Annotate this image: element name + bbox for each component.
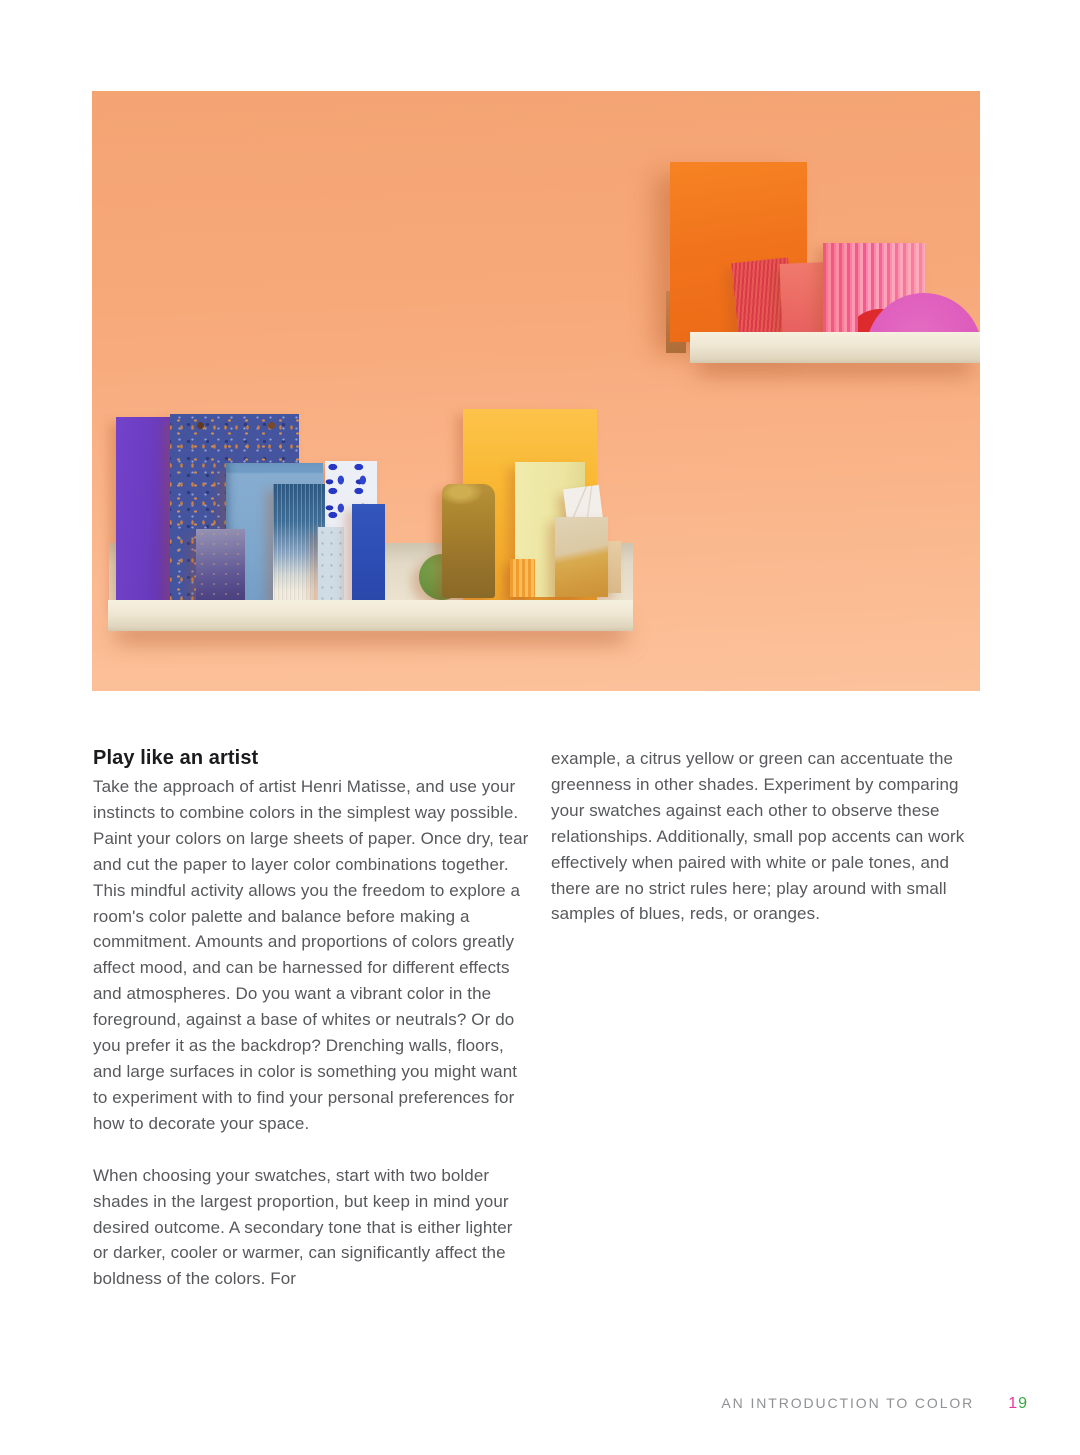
page-number-digit: 1 (1008, 1395, 1019, 1412)
body-paragraph-3: example, a citrus yellow or green can accentuate the greenness in other shades. Experiment by comparing your swatches against each other to observe these relationships. Additionally, small pop accents can work effectively when paired with white or pale tones, and there are no strict rules here; play around with small samples of blues, reds, or oranges. (551, 749, 965, 924)
shelf-left (108, 600, 633, 631)
body-paragraph-2: When choosing your swatches, start with two bolder shades in the largest proportion, but keep in mind your desired outcome. A secondary tone that is either lighter or darker, cooler or warmer, can significantly affect the boldness of the colors. For (93, 1165, 513, 1289)
swatch-cobalt-panel (352, 504, 385, 607)
swatch-pale-blue-stick (318, 527, 344, 609)
text-column-right (551, 746, 965, 1292)
swatch-purple-panel (116, 417, 174, 609)
swatch-amber-acrylic (555, 517, 608, 597)
section-heading: Play like an artist (93, 747, 259, 769)
page-footer (0, 1395, 1028, 1413)
article-body (93, 746, 965, 1292)
swatch-tan-stick (608, 541, 621, 593)
swatch-mottled-violet (196, 529, 245, 609)
body-paragraph-1: Take the approach of artist Henri Matisse, and use your instincts to combine colors in the simplest way possible. Paint your colors on large sheets of paper. Once dry, tear and cut the paper to layer color combinations together. This mindful activity allows you the freedom to explore a room's color palette and balance before making a commitment. Amounts and proportions of colors greatly affect mood, and can be harnessed for different effects and atmospheres. Do you want a vibrant color in the foreground, against a base of whites or neutrals? Or do you prefer it as the backdrop? Drenching walls, floors, and large surfaces in color is something you might want to experiment with to find your personal preferences for how to decorate your space. (93, 777, 529, 1133)
page-number-digit: 9 (1018, 1395, 1028, 1412)
photo-color-swatch-shelves (92, 91, 980, 691)
shelf-right (690, 332, 980, 363)
text-column-left (93, 746, 529, 1292)
swatch-pink-disc (866, 293, 980, 333)
page-number (1008, 1395, 1028, 1413)
swatch-small-orange-strip (510, 559, 535, 597)
running-footer-title: AN INTRODUCTION TO COLOR (721, 1395, 975, 1411)
swatch-mustard-velvet (442, 484, 495, 598)
swatch-pink-disc-group (858, 281, 980, 333)
